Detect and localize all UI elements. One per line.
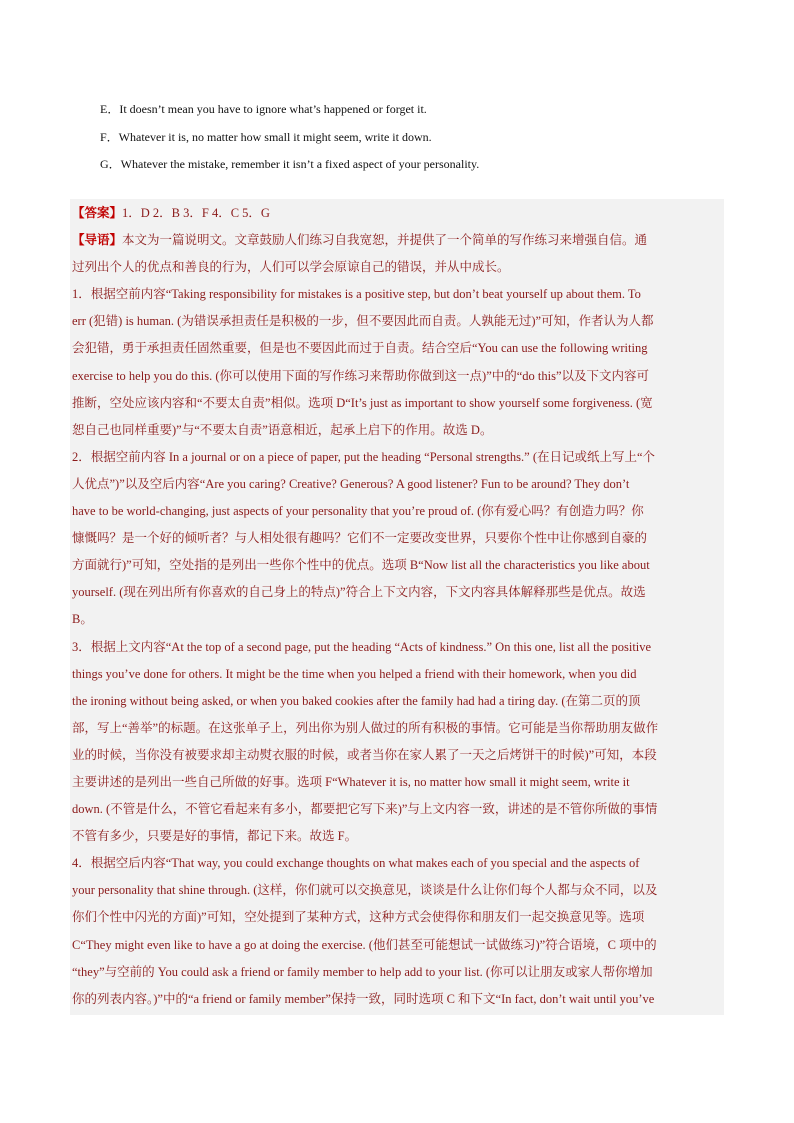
answer-options [100,96,740,179]
guide-line-1 [72,227,720,254]
answer-line [72,200,720,227]
explanation-line: exercise to help you do this. (你可以使用下面的写作练习来帮助你做到这一点)”中的“do this”以及下文内容可 [72,368,650,383]
explanation-line: “they”与空前的 You could ask a friend or family member to help add to your list. (你可以让朋友或家人帮你增加 [72,964,653,979]
explanation-line: 恕自己也同样重要)”与“不要太自责”语意相近，起承上启下的作用。故选 D。 [72,422,493,437]
explanation-line: 慷慨吗？是一个好的倾听者？与人相处很有趣吗？它们不一定要改变世界，只要你个性中让你感到自豪的 [72,531,648,546]
explanation-line: 主要讲述的是列出一些自己所做的好事。选项 F“Whatever it is, no matter how small it might seem, write it [72,774,630,789]
explanation-line: 业的时候，当你没有被要求却主动熨衣服的时候，或者当你在家人累了一天之后烤饼干的时候)”可知，本段 [72,747,657,762]
explanation-line: 方面就行)”可知，空处指的是列出一些你个性中的优点。选项 B“Now list all the characteristics you like about [72,558,650,573]
explanation-line: err (犯错) is human. (为错误承担责任是积极的一步，但不要因此而自责。人孰能无过)”可知，作者认为人都 [72,314,654,329]
explanation-line: have to be world-changing, just aspects of your personality that you’re proud of. (你有爱心吗？有创造力吗？你 [72,504,644,519]
explanation-line: 4．根据空后内容“That way, you could exchange thoughts on what makes each of you special and the aspects of [72,856,640,871]
explanation-line: 部，写上“善举”的标题。在这张单子上，列出你为别人做过的所有积极的事情。它可能是当你帮助朋友做作 [72,720,659,735]
guide-text-1: 本文为一篇说明文。文章鼓励人们练习自我宽恕，并提供了一个简单的写作练习来增强自信。通 [122,233,648,248]
explanation-line: things you’ve done for others. It might be the time when you helped a friend with their homework, when you did [72,666,637,681]
answer-tag: 【答案】 [72,206,123,220]
explanation-line: yourself. (现在列出所有你喜欢的自己身上的特点)”符合上下文内容，下文内容具体解释那些是优点。故选 [72,585,646,600]
explanation-line: 3．根据上文内容“At the top of a second page, put the heading “Acts of kindness.” On this one, list all the positive [72,639,652,654]
explanation-line: 1．根据空前内容“Taking responsibility for mistakes is a positive step, but don’t beat yourself up about them. To [72,287,641,302]
explanation-line: 2．根据空前内容 In a journal or on a piece of paper, put the heading “Personal strengths.” (在日记或纸上写上“个 [72,449,656,464]
explanation-line: 推断，空处应该内容和“不要太自责”相似。选项 D“It’s just as important to show yourself some forgiveness. (宽 [72,395,653,410]
explanation-line: your personality that shine through. (这样，你们就可以交换意见，谈谈是什么让你们每个人都与众不同，以及 [72,883,658,898]
answer-text: 1．D 2．B 3．F 4．C 5．G [122,206,270,220]
explanation-line: B。 [72,612,93,627]
explanation-line: C“They might even like to have a go at doing the exercise. (他们甚至可能想试一试做练习)”符合语境，C 项中的 [72,937,657,952]
option-e: E．It doesn’t mean you have to ignore what’s happened or forget it. [100,102,427,116]
explanation-line: 你的列表内容。)”中的“a friend or family member”保持一致，同时选项 C 和下文“In fact, don’t wait until you’ve [72,991,655,1006]
explanation-line: down. (不管是什么，不管它看起来有多小，都要把它写下来)”与上文内容一致，讲述的是不管你所做的事情 [72,802,658,817]
explanation-line: the ironing without being asked, or when you baked cookies after the family had had a tiring day. (在第二页的顶 [72,693,641,708]
answer-section [72,200,720,1013]
guide-line-2: 过列出个人的优点和善良的行为，人们可以学会原谅自己的错误，并从中成长。 [72,260,510,275]
explanation-line: 不管有多少，只要是好的事情，都记下来。故选 F。 [72,829,358,844]
guide-tag: 【导语】 [72,233,123,248]
option-f: F．Whatever it is, no matter how small it might seem, write it down. [100,129,432,144]
option-g: G．Whatever the mistake, remember it isn’t a fixed aspect of your personality. [100,157,480,171]
explanation-line: 你们个性中闪光的方面)”可知，空处提到了某种方式，这种方式会使得你和朋友们一起交换意见等。选项 [72,910,645,925]
explanation-line: 会犯错，勇于承担责任固然重要，但是也不要因此而过于自责。结合空后“You can use the following writing [72,341,648,356]
explanation-line: 人优点”)”以及空后内容“Are you caring? Creative? Generous? A good listener? Fun to be around? They don’t [72,476,630,491]
